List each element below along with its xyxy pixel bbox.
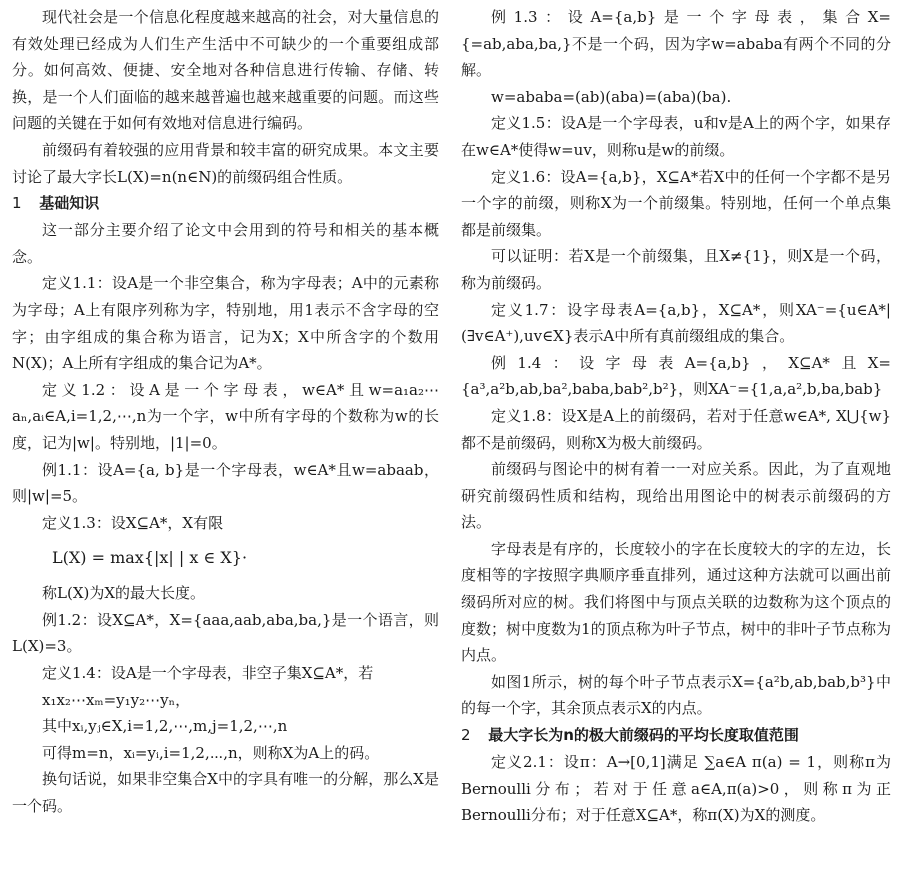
section-1-heading [12,190,439,217]
definition-1-5: 定义1.5：设A是一个字母表，u和v是A上的两个字，如果存在w∈A*使得w=uv，则称u是w的前缀。 [461,114,891,159]
definition-1-3-tail: 称L(X)为X的最大长度。 [42,584,206,603]
section-1-title: 基础知识 [39,194,100,213]
definition-1-8: 定义1.8：设X是A上的前缀码，若对于任意w∈A*, X⋃{w}都不是前缀码，则称X为极大前缀码。 [461,406,891,452]
example-1-3-equation: w=ababa=(ab)(aba)=(aba)(ba). [491,87,732,106]
definition-1-7: 定义1.7：设字母表A={a,b}，X⊆A*，则XA⁻={u∈A*|(∃v∈A⁺),uv∈X}表示A中所有真前缀组成的集合。 [461,300,891,346]
definition-1-3: 定义1.3：设X⊆A*，X有限 [42,513,224,532]
intro-paragraph-1: 现代社会是一个信息化程度越来越高的社会，对大量信息的有效处理已经成为人们生产生活中不可缺少的一个重要组成部分。如何高效、便捷、安全地对各种信息进行传输、存储、转换，是一个人们面临的越来越普遍也越来越重要的问题。而这些问题的关键在于如何有效地对信息进行编码。 [12,8,439,133]
example-1-4: 例1.4：设字母表A={a,b}，X⊆A*且X={a³,a²b,ab,ba²,baba,bab²,b²}，则XA⁻={1,a,a²,b,ba,bab} [461,353,891,399]
definition-1-6: 定义1.6：设A={a,b}，X⊆A*若X中的任何一个字都不是另一个字的前缀，则称X为一个前缀集。特别地，任何一个单点集都是前缀集。 [461,167,891,239]
figure-1-paragraph: 如图1所示，树的每个叶子节点表示X={a²b,ab,bab,b³}中的每一个字，其余顶点表示X的内点。 [461,672,891,718]
section-2-heading [461,722,891,749]
definition-1-4-conclusion: 可得m=n，xᵢ=yᵢ,i=1,2,⋯,n，则称X为A上的码。 [42,743,380,762]
definition-1-4: 定义1.4：设A是一个字母表，非空子集X⊆A*，若 [42,664,374,683]
section-1-number: 1 [12,194,22,213]
intro-paragraph-2: 前缀码有着较强的应用背景和较丰富的研究成果。本文主要讨论了最大字长L(X)=n(n∈N)的前缀码组合性质。 [12,140,439,186]
definition-1-2: 定义1.2：设A是一个字母表，w∈A*且w=a₁a₂⋯aₙ,aᵢ∈A,i=1,2,⋯,n为一个字，w中所有字母的个数称为w的长度，记为|w|。特别地，|1|=0。 [12,380,439,452]
definition-1-4-equation: x₁x₂⋯xₘ=y₁y₂⋯yₙ， [42,690,191,709]
left-column [12,4,439,820]
section-2-title: 最大字长为n的极大前缀码的平均长度取值范围 [488,726,799,745]
definition-1-1: 定义1.1：设A是一个非空集合，称为字母表；A中的元素称为字母；A上有限序列称为字，特别地，用1表示不含字母的空字；由字组成的集合称为语言，记为X；X中所含字的个数用N(X)；A上所有字组成的集合记为A*。 [12,274,439,373]
max-length-formula: L(X) = max{|x| | x ∈ X}· [52,548,248,568]
tree-paragraph-1: 前缀码与图论中的树有着一一对应关系。因此，为了直观地研究前缀码性质和结构，现给出用图论中的树表示前缀码的方法。 [461,460,891,532]
example-1-2: 例1.2：设X⊆A*，X={aaa,aab,aba,ba,}是一个语言，则L(X)=3。 [12,610,439,656]
section-1-intro: 这一部分主要介绍了论文中会用到的符号和相关的基本概念。 [12,221,439,266]
code-explanation: 换句话说，如果非空集合X中的字具有唯一的分解，那么X是一个码。 [12,770,439,816]
example-1-1: 例1.1：设A={a, b}是一个字母表，w∈A*且w=abaab，则|w|=5。 [12,460,439,506]
prefix-code-statement: 可以证明：若X是一个前缀集，且X≠{1}，则X是一个码，称为前缀码。 [461,247,891,292]
definition-2-1: 定义2.1：设π：A→[0,1]满足 ∑a∈A π(a) = 1，则称π为Bernoulli分布；若对于任意a∈A,π(a)>0，则称π为正Bernoulli分布；对于任意X⊆A*，称π(X)为X的测度。 [461,753,891,825]
section-2-number: 2 [461,726,471,745]
right-column [461,4,891,829]
tree-paragraph-2: 字母表是有序的，长度较小的字在长度较大的字的左边，长度相等的字按照字典顺序垂直排列，通过这种方法就可以画出前缀码所对应的树。我们将图中与顶点关联的边数称为这个顶点的度数；树中度数为1的顶点称为叶子节点，树中的非叶子节点称为内点。 [461,539,891,665]
example-1-3: 例1.3：设A={a,b}是一个字母表，集合X={=ab,aba,ba,}不是一个码，因为字w=ababa有两个不同的分解。 [461,8,891,80]
definition-1-4-condition: 其中xᵢ,yⱼ∈X,i=1,2,⋯,m,j=1,2,⋯,n [42,717,288,736]
